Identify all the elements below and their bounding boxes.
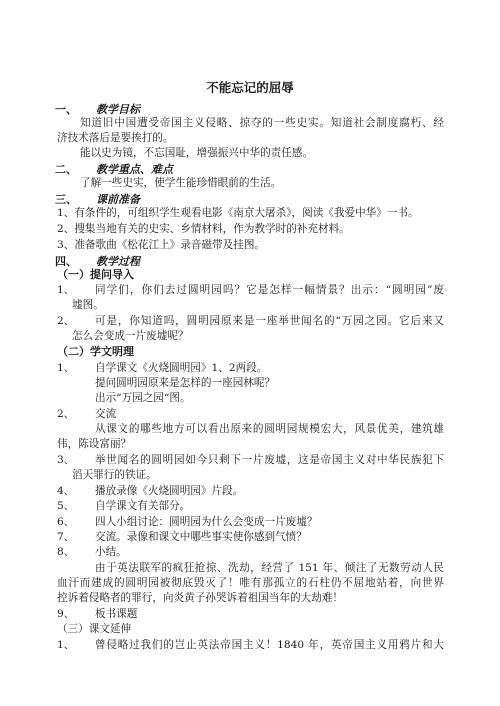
p2-item-1-line-1: 自学课文《火烧圆明园》1、2两段。 [95, 362, 268, 374]
s1-line-1: 知道旧中国遭受帝国主义侵略、掠夺的一些史实。知道社会制度腐朽、经 [80, 117, 444, 129]
p2-item-1-line-2: 提问圆明园原来是怎样的一座园林呢？ [95, 377, 276, 389]
section-2-heading: 教学重点、难点 [96, 163, 173, 176]
p2-summary-line-3: 控诉着侵略者的罪行，向炎黄子孙哭诉着祖国当年的大劫难！ [57, 592, 344, 604]
p2-item-3-line-1: 举世闻名的圆明园如今只剩下一片废墟，这是帝国主义对中华民族犯下 [95, 454, 444, 466]
section-4-heading: 教学过程 [96, 255, 140, 268]
p2-item-6-number: 6、 [57, 516, 75, 528]
section-1-number: 一、 [55, 103, 77, 116]
p2-item-2-line-1: 交流 [95, 408, 117, 420]
section-3-heading: 课前准备 [96, 193, 140, 206]
p2-item-9-text: 板书课题 [95, 608, 138, 620]
p2-item-8-number: 8、 [57, 546, 75, 558]
part-2-heading: （二）学文明理 [57, 345, 134, 358]
p2-item-5-number: 5、 [57, 500, 75, 512]
p2-item-2-number: 2、 [57, 408, 75, 420]
p2-item-4-text: 播放录像《火烧圆明园》片段。 [95, 485, 244, 497]
page-title: 不能忘记的屈辱 [206, 80, 294, 95]
p2-item-8-text: 小结。 [95, 546, 127, 558]
part-3-heading: （三）课文延伸 [57, 623, 132, 635]
s1-line-3: 能以史为镜，不忘国耻，增强振兴中华的责任感。 [80, 147, 314, 159]
p1-item-2-number: 2、 [57, 315, 75, 327]
p2-item-3-line-2: 滔天罪行的铁证。 [72, 469, 157, 481]
p2-item-9-number: 9、 [57, 608, 75, 620]
p2-item-1-line-3: 出示“万园之园“图。 [95, 392, 191, 404]
p1-item-1-line-1: 同学们，你们去过圆明园吗？它是怎样一幅情景？出示：“圆明园”废 [95, 284, 444, 296]
p2-item-7-number: 7、 [57, 531, 75, 543]
p1-item-2-line-2: 怎么会变成一片废墟呢？ [72, 330, 189, 342]
section-1-heading: 教学目标 [96, 103, 140, 116]
section-3-number: 三、 [55, 193, 77, 206]
p3-item-1-number: 1、 [57, 639, 75, 651]
p2-item-7-text: 交流。录像和课文中哪些事实使你感到气愤？ [95, 531, 307, 543]
p1-item-1-number: 1、 [57, 284, 75, 296]
p2-summary-line-1: 由于英法联军的疯狂抢掠、洗劫，经营了 151 年、倾注了无数劳动人民 [95, 562, 444, 574]
p2-summary-line-2: 血汗而建成的圆明园被彻底毁灭了！唯有那孤立的石柱仍不屈地站着，向世界 [57, 577, 444, 589]
s2-line-1: 了解一些史实，使学生能珍惜眼前的生活。 [80, 177, 282, 189]
p2-item-2-line-3: 伟，陈设富丽？ [57, 438, 132, 450]
s3-item-3: 3、准备歌曲《松花江上》录音磁带及挂图。 [57, 239, 266, 251]
s3-item-1: 1、有条件的，可组织学生观看电影《南京大屠杀》，阅读《我爱中华》一书。 [57, 207, 419, 219]
p1-item-1-line-2: 墟图。 [72, 299, 104, 311]
p2-item-5-text: 自学课文有关部分。 [95, 500, 191, 512]
s3-item-2: 2、搜集当地有关的史实、乡情材料，作为教学时的补充材料。 [57, 223, 350, 235]
p2-item-2-line-2: 从课文的哪些地方可以看出原来的圆明园规模宏大，风景优美，建筑雄 [95, 423, 444, 435]
p2-item-4-number: 4、 [57, 485, 75, 497]
s1-line-2: 济技术落后是要挨打的。 [57, 132, 174, 144]
p3-item-1-line-1: 曾侵略过我们的岂止英法帝国主义！1840 年，英帝国主义用鸦片和大 [95, 639, 444, 651]
section-2-number: 二、 [55, 163, 77, 176]
part-1-heading: （一）提问导入 [57, 268, 134, 281]
section-4-number: 四、 [55, 255, 77, 268]
p2-item-3-number: 3、 [57, 454, 75, 466]
p2-item-6-text: 四人小组讨论：圆明园为什么会变成一片废墟？ [95, 516, 318, 528]
p2-item-1-number: 1、 [57, 362, 75, 374]
p1-item-2-line-1: 可是，你知道吗，圆明园原来是一座举世闻名的“万园之园。它后来又 [95, 315, 444, 327]
